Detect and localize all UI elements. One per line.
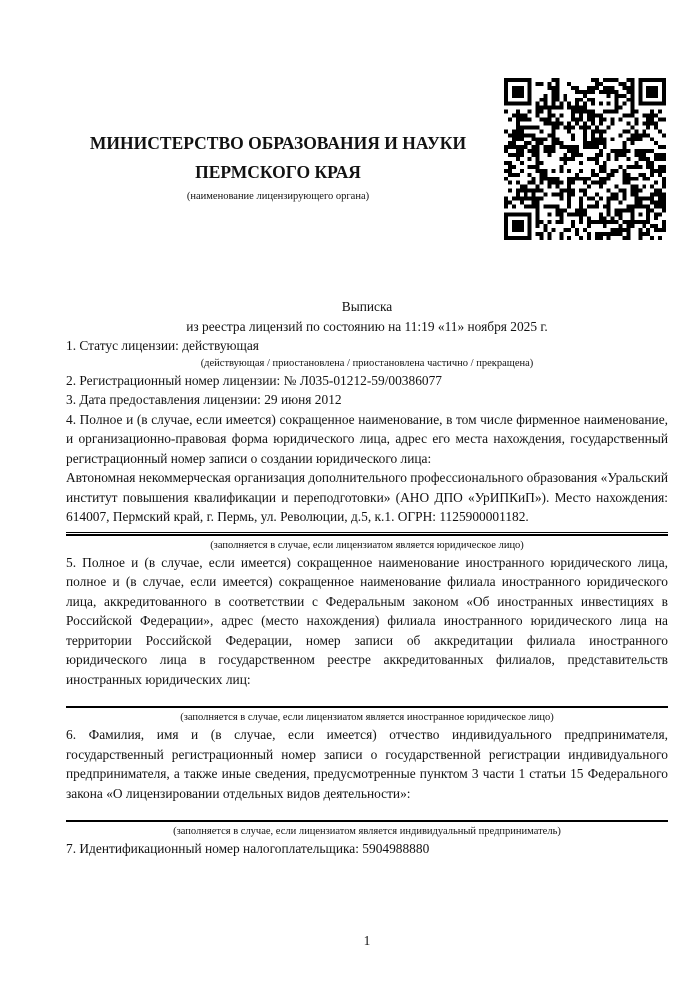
field-entrepreneur-question: 6. Фамилия, имя и (в случае, если имеется) отчество индивидуального предпринимателя, государственный регистрационный номер записи о государственной регистрации индивидуального предпринимателя, а также иные сведения, предусмотренные пунктом 3 части 1 статьи 15 Федерального закона «О лицензировании отдельных видов деятельности»:	[66, 727, 668, 801]
field-license-status: 1. Статус лицензии: действующая	[66, 338, 259, 353]
field-foreign-entity-caption: (заполняется в случае, если лицензиатом является иностранное юридическое лицо)	[180, 712, 554, 723]
fill-line-foreign-entity	[66, 706, 668, 708]
fill-line-entrepreneur	[66, 820, 668, 822]
qr-code-image	[504, 78, 666, 240]
field-legal-entity-caption: (заполняется в случае, если лицензиатом является юридическое лицо)	[210, 539, 524, 551]
document-subtitle: из реестра лицензий по состоянию на 11:19 «11» ноября 2025 г.	[186, 318, 548, 334]
field-foreign-entity-question: 5. Полное и (в случае, если имеется) сокращенное наименование иностранного юридического лица, полное и (в случае, если имеется) сокращенное наименование филиала иностранного юридического лица, аккредитованного в соответствии с Федеральным законом «Об иностранных инвестициях в Российской Федерации», адрес (место нахождения) филиала иностранного юридического лица на территории Российской Федерации, номер записи об аккредитации филиала иностранного юридического лица в государственном реестре аккредитованных филиалов, представительств иностранных юридических лиц:	[66, 554, 668, 687]
field-legal-entity-value: Автономная некоммерческая организация дополнительного профессионального образования «Уральский институт повышения квалификации и переподготовки» (АНО ДПО «УрИПКиП»). Место нахождения: 614007, Пермский край, г. Пермь, ул. Революции, д.5, к.1. ОГРН: 1125900001182.	[66, 470, 668, 524]
field-license-status-caption: (действующая / приостановлена / приостановлена частично / прекращена)	[200, 357, 534, 369]
field-registration-number: 2. Регистрационный номер лицензии: № Л035-01212-59/00386077	[66, 372, 442, 388]
qr-code	[504, 78, 666, 240]
field-taxpayer-number: 7. Идентификационный номер налогоплательщика: 5904988880	[66, 841, 430, 856]
document-title: Выписка	[341, 299, 393, 314]
issuing-authority-line1: МИНИСТЕРСТВО ОБРАЗОВАНИЯ И НАУКИ	[89, 133, 467, 153]
document-header	[66, 129, 490, 204]
issuing-authority-line2: ПЕРМСКОГО КРАЯ	[195, 162, 361, 182]
field-entrepreneur-caption: (заполняется в случае, если лицензиатом является индивидуальный предприниматель)	[173, 826, 561, 837]
page-number: 1	[363, 933, 371, 948]
fill-line-legal-entity	[66, 532, 668, 536]
field-grant-date: 3. Дата предоставления лицензии: 29 июня 2012	[66, 392, 342, 407]
issuing-authority-caption: (наименование лицензирующего органа)	[186, 191, 370, 202]
field-legal-entity-question: 4. Полное и (в случае, если имеется) сокращенное наименование, в том числе фирменное наименование, и организационно-правовая форма юридического лица, адрес его места нахождения, государственный регистрационный номер записи о создании юридического лица:	[66, 411, 668, 466]
document-body	[66, 297, 668, 859]
